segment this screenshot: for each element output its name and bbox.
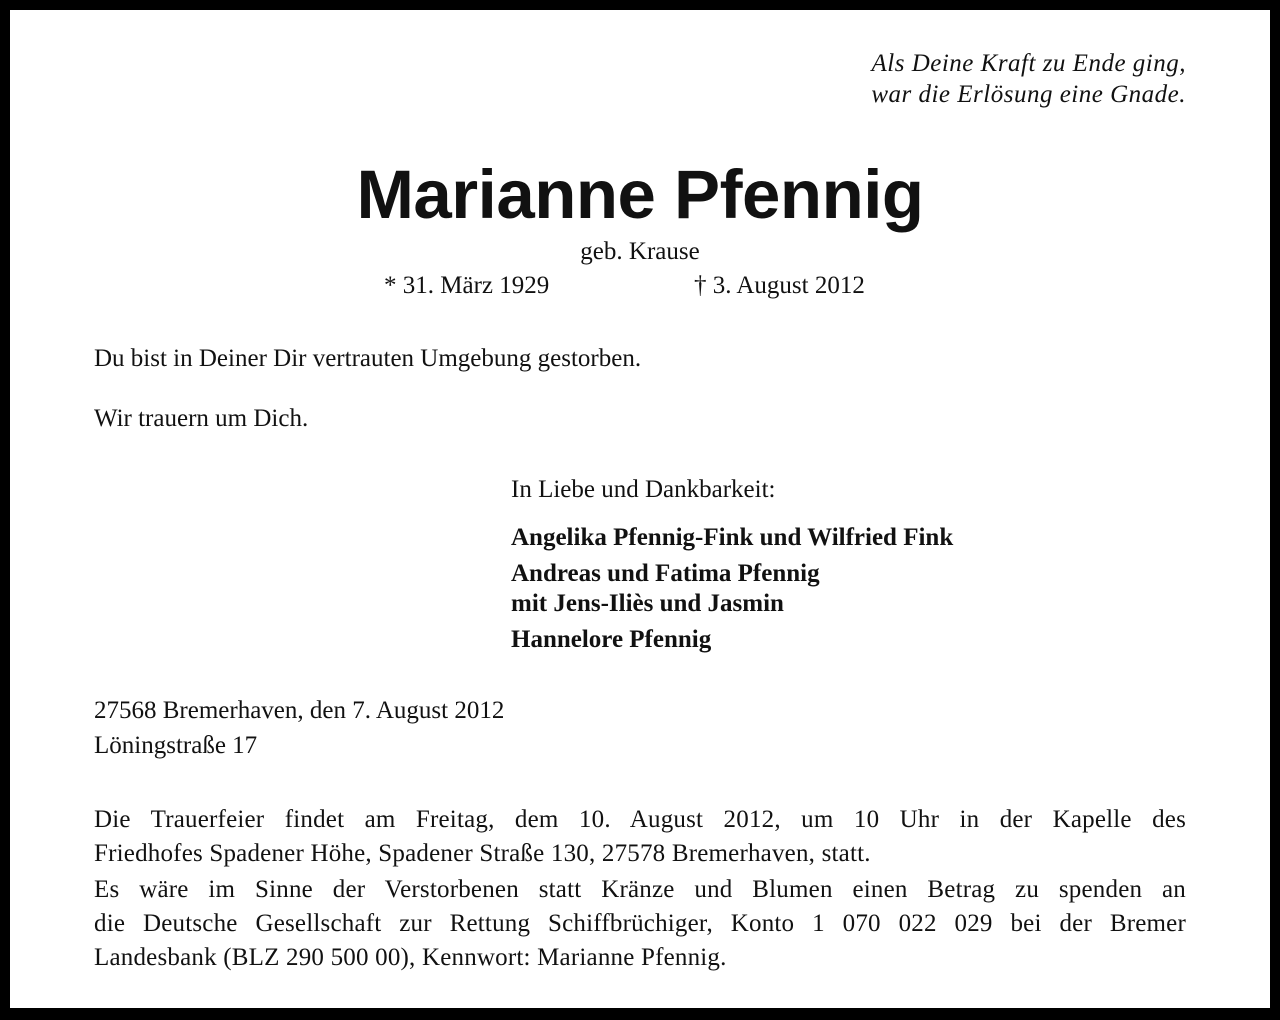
funeral-line-1: Die Trauerfeier findet am Freitag, dem 10. August 2012, um 10 Uhr in der Kapelle des bbox=[94, 806, 1186, 833]
motto-line-1: Als Deine Kraft zu Ende ging, bbox=[871, 50, 1186, 77]
motto-quote bbox=[871, 48, 1186, 110]
address-line-1: 27568 Bremerhaven, den 7. August 2012 bbox=[94, 697, 505, 724]
motto-line-2: war die Erlösung eine Gnade. bbox=[871, 81, 1186, 108]
funeral-line-2: Friedhofes Spadener Höhe, Spadener Straße 130, 27578 Bremerhaven, statt. bbox=[94, 840, 871, 867]
birth-date: * 31. März 1929 bbox=[384, 272, 550, 299]
funeral-info bbox=[94, 803, 1186, 871]
mourner-name: mit Jens-Iliès und Jasmin bbox=[511, 590, 784, 617]
mourner-name: Hannelore Pfennig bbox=[511, 626, 712, 653]
address-line-2: Löningstraße 17 bbox=[94, 732, 258, 759]
message-line-1: Du bist in Deiner Dir vertrauten Umgebung gestorben. bbox=[94, 345, 642, 372]
mourners-intro: In Liebe und Dankbarkeit: bbox=[511, 476, 776, 503]
donation-line-2: die Deutsche Gesellschaft zur Rettung Schiffbrüchiger, Konto 1 070 022 029 bei der Bremer bbox=[94, 910, 1186, 937]
mourner-name: Angelika Pfennig-Fink und Wilfried Fink bbox=[511, 524, 954, 551]
donation-line-3: Landesbank (BLZ 290 500 00), Kennwort: Marianne Pfennig. bbox=[94, 944, 727, 971]
message-line-2: Wir trauern um Dich. bbox=[94, 405, 309, 432]
obituary-notice bbox=[10, 10, 1270, 1008]
mourner-name: Andreas und Fatima Pfennig bbox=[511, 560, 820, 587]
maiden-name: geb. Krause bbox=[580, 238, 700, 265]
donation-info bbox=[94, 873, 1186, 975]
donation-line-1: Es wäre im Sinne der Verstorbenen statt Kränze und Blumen einen Betrag zu spenden an bbox=[94, 876, 1186, 903]
death-date: † 3. August 2012 bbox=[694, 272, 865, 299]
deceased-name: Marianne Pfennig bbox=[356, 156, 924, 233]
